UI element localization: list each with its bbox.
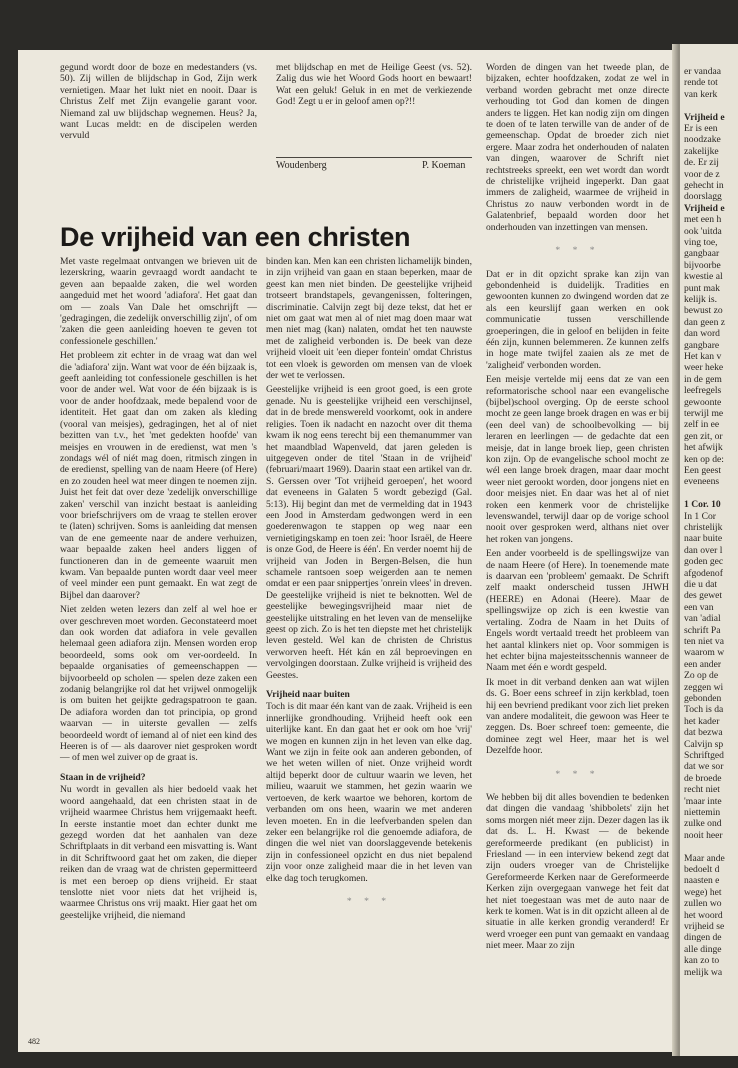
next-page-line: kan zo to — [684, 955, 720, 967]
next-page-line: naasten e — [684, 875, 720, 887]
next-page-line: in de gem — [684, 373, 722, 385]
next-page-line: rende tot — [684, 77, 718, 89]
next-page-line: dat bezwa — [684, 727, 723, 739]
next-page-line: een ander — [684, 658, 722, 670]
paragraph: Het probleem zit echter in de vraag wat dan wel die 'adiafora' zijn. Want wat voor de één bijzaak is, geeft aanleiding tot confessionele geschillen is het voor de ander wel. Wat voor de één bijzaak is is voor de ander hoofdzaak, mede bepalend voor de identiteit. Het gaat dan om zaken als kleding (vooral van meisjes), gedragingen, het al of niet bezitten van t.v., het 'met gedekten hoofde' van meisjes en vrouwen in de eredienst, wat men 's zondags wél of niét mag doen, ritmisch zingen in de eredienst, spelling van de naam Heere (of Here) en zo zouden heel wat meer dingen te noemen zijn. Juist het feit dat over deze 'zedelijk onverschillige zaken' verschil van inzicht bestaat is aanleiding voor briefschrijvers om de vraag te stellen erover te (laten) schrijven. Soms is aanleiding dat mensen van de ene gemeente naar de andere verhuizen, waar bepaalde zaken heel anders liggen of functioneren dan in de gemeente waaruit men kwam. Van bepaalde punten wordt daar veel meer of veel minder een punt gemaakt. En wat zegt de Bijbel dan daarover? — [60, 350, 257, 601]
subheading: Staan in de vrijheid? — [60, 771, 146, 783]
next-page-line: Het kan v — [684, 351, 722, 362]
next-page-line: met een h — [684, 214, 722, 226]
next-page-line: er vandaa — [684, 66, 722, 77]
next-page-line: voor de z — [684, 168, 720, 180]
next-page-line: Maar ande — [684, 852, 725, 864]
next-page-line: Zo op de — [684, 670, 719, 682]
paragraph: Een meisje vertelde mij eens dat ze van een reformatorische school naar een evangelische (bijbel)school overging. Op de eerste school mocht ze geen lange broek dragen en was er bij (een deel van) de schoolbevolking — bij leraren en leerlingen — de gedachte dat een meisje, dat in lange broek liep, geen christen kon zijn. Op de evangelische school mocht ze wél een lange broek dragen, maar daar mocht weer niet gerookt worden, door jongens niet en door meisjes niet. En daar was het al of niet roken een kenmerk voor de christelijke levenswandel, terwijl daar op de vorige school nooit over gesproken werd, althans niet over het roken van jongens. — [486, 374, 669, 545]
next-page-line: gangbaar — [684, 248, 720, 260]
next-page-line: van 'adial — [684, 613, 721, 625]
paragraph: binden kan. Men kan een christen lichamelijk binden, in zijn vrijheid van gaan en staan beperken, maar de geest kan men niet binden. De geestelijke vrijheid trotseert brandstapels, gevangenissen, folteringen, discriminatie. Calvijn zegt bij deze tekst, dat het er niet om gaat wat men al of niet mag doen maar wat men niet mag (kan) nalaten, omdat het ten nauwste met de zaligheid verbonden is. De beek van deze vrijheid vloeit uit 'een dieper fontein' omdat Christus tot een vloek is geworden om mensen van de vloek der wet te verlossen. — [266, 256, 472, 382]
next-page-line: zelf in ee — [684, 419, 720, 431]
paragraph: We hebben bij dit alles bovendien te bedenken dat dingen die vandaag 'shibbolets' zijn het soms morgen niét meer zijn. Dezer dagen las ik dat ds. L. H. Kwast — de bekende gereformeerde predikant (en publicist) in Friesland — in een interview bekend zegt dat zijn ouders vroeger van de Christelijke Gereformeerde Kerken naar de Gereformeerde Kerken zijn overgegaan vanwege het feit dat het niet toegestaan was met de auto naar de kerk te komen. Wat is in dit opzicht alleen al de situatie in alle kerken grondig veranderd! Er werd vroeger een punt van gemaakt en vandaag niet meer. Maar zo zijn — [486, 791, 669, 952]
next-page-line: een van — [684, 601, 714, 613]
next-page-line: gebonden — [684, 693, 722, 704]
next-page-line: melijk wa — [684, 966, 723, 978]
next-page-line: Toch is da — [684, 704, 724, 716]
next-page-line: recht niet — [684, 784, 720, 796]
next-page-line: de. Er zij — [684, 157, 719, 169]
next-page-line: ken op de: — [684, 453, 724, 465]
previous-article-column-1 — [60, 62, 257, 145]
next-page-line: Vrijheid e — [684, 111, 725, 123]
next-page-line: Er is een — [684, 123, 718, 134]
next-page-line: dingen de — [684, 932, 722, 944]
next-page-line: zakelijke — [684, 145, 719, 157]
next-page-line: gehecht in — [684, 180, 724, 191]
next-page-line: bedoelt d — [684, 864, 720, 875]
next-page-line: gewoonte — [684, 396, 722, 408]
next-page-line: dan word — [684, 328, 720, 340]
next-page-line: eveneens — [684, 476, 720, 488]
next-page-line: nooit heer — [684, 829, 723, 841]
signature-rule — [276, 157, 472, 158]
next-page-line: Een geest — [684, 465, 722, 476]
next-page-line: zullen wo — [684, 898, 722, 910]
paragraph: Een ander voorbeeld is de spellingswijze van de naam Heere (of Here). In toenemende mate is daarvan een 'probleem' gemaakt. De Schrift zelf maakt onderscheid tussen JHWH (HEERE) en Adonai (Heere). Maar de spellingswijze op zich is een kwestie van vertaling. Zodra de Naam in het Duits of Engels wordt vertaald treedt het probleem van het aantal klinkers niet op. Voor sommigen is het echter bijna majesteitsschennis wanneer de Naam met één e wordt gespeld. — [486, 548, 669, 674]
previous-article-column-2 — [276, 62, 472, 111]
next-page-line: kwestie al — [684, 271, 723, 283]
previous-article-text: gegund wordt door de boze en medestanders (vs. 50). Zij willen de blijdschap in God, Zijn werk vernietigen. Maar het lukt niet en nooit. Daar is Christus Zelf met Zijn evangelie garant voor. Niemand zal uw blijdschap wegnemen. Heus? Ja, want Lucas meldt: en de discipelen werden vervuld — [60, 62, 257, 142]
next-page-line: bewust zo — [684, 305, 723, 317]
next-page-line: het afwijk — [684, 442, 723, 454]
paragraph: Worden de dingen van het tweede plan, de bijzaken, echter hoofdzaken, zodat ze wel in verband worden gebracht met onze directe verhouding tot God dan komen de dingen anders te liggen. Het kan nodig zijn om dingen te doen of te laten terwille van de ander of de gemeenschap. Opdat de broeder zich niet ergere. Maar zodra het onderhouden of nalaten van dingen, waarover de Schrift niet rechtstreeks spreekt, een wet wordt dan wordt de christelijke vrijheid ingeperkt. Dan gaat immers de zaligheid, waarmee de vrijheid in Christus zo nauw verbonden wordt in de Galatenbrief, bepaald worden door het onderhouden van inzettingen van mensen. — [486, 62, 669, 233]
next-page-line: zulke ond — [684, 818, 722, 830]
next-page-line: terwijl me — [684, 408, 724, 419]
next-page-line: gen zit, or — [684, 430, 723, 442]
next-page-line: vrijheid se — [684, 921, 725, 932]
next-page-line: van kerk — [684, 88, 718, 100]
signature-author: P. Koeman — [422, 160, 466, 171]
paragraph: Toch is dit maar één kant van de zaak. Vrijheid is een innerlijke grondhouding. Vrijheid heeft ook een uiterlijke kant. En dan gaat het er ook om hoe 'vrij' we mogen en kunnen zijn in het leven van elke dag. Want we zijn in feite ook aan anderen gebonden, of we het weten willen of niet. Onze vrijheid wordt altijd beperkt door de cultuur waarin we leven, het milieu, waaruit we stammen, het gezin waarin we vertoeven, de kerk waartoe we behoren, kortom de verbanden om ons heen, waarin we met anderen leven moeten. En in die leefverbanden spelen dan zeker een belangrijke rol die genoemde adiafora, de dingen die wel niet van doorslaggevende betekenis zijn in confessioneel opzicht en dus niet bepalend zijn voor onze zaligheid maar die in het leven van elke dag toch terugkomen. — [266, 701, 472, 884]
paragraph: Nu wordt in gevallen als hier bedoeld vaak het woord aangehaald, dat een christen staat in de vrijheid waarmee Christus hem vrijgemaakt heeft. In eerste instantie moet dan echter dunkt me gezegd worden dat het aanhalen van deze Schriftplaats in dit verband een misvatting is. Want in dit Schriftwoord gaat het om zaken, die dieper reiken dan de vraag wat de christen gepermitteerd is met een beroep op diens vrijheid. Er staat tenslotte niet voor niets dat het vrijheid is, waarmee Christus ons vrij maakt. Hier gaat het om geestelijke vrijheid, die niemand — [60, 784, 257, 921]
paragraph: Geestelijke vrijheid is een groot goed, is een grote genade. Nu is geestelijke vrijheid een verschijnsel, dat in de brede menswereld voorkomt, ook in andere religies. Toen ik nadacht en nazocht over dit thema kwam ik nog eens terecht bij een themanummer van het maandblad Wapenveld, dat jaren geleden is uitgegeven onder de titel 'Staan in de vrijheid' (februari/maart 1969). Daarin staat een artikel van dr. S. Gerssen over 'Tot vrijheid geroepen', het woord dat eveneens in Galaten 5 wordt gebezigd (Gal. 5:13). Hij begint dan met de vermelding dat in 1943 een Jood in Amsterdam gedwongen werd in een goederenwagon te stappen op weg naar een vernietigingskamp en toen zei: 'hoor Israël, de Heere is onze God, de Heere is één'. En verder noemt hij de vrijheid van Joden in Bergen-Belsen, die hun schamele rantsoen soep weigerden aan te nemen omdat er een paar snippertjes 'onrein vlees' in dreven. De geestelijke vrijheid is niet te beknotten. Wel de geestelijke bewegingsvrijheid maar niet de geestelijke uitstraling en het leven van de menselijke geest op zich. Zo is het ten diepste met het christelijk leven gesteld. Wel kan de christen de Christus verworven heeft. Hét kán en zál beproevingen en vervolgingen doorstaan. Zulke vrijheid is vrijheid des Geestes. — [266, 384, 472, 681]
next-page-line: de broede — [684, 772, 722, 784]
article-column-1 — [60, 256, 257, 924]
next-page-line: leefregels — [684, 385, 722, 397]
subheading: Vrijheid naar buiten — [266, 689, 350, 701]
next-page-line: Schriftged — [684, 750, 724, 761]
next-page-line: dan over l — [684, 544, 723, 556]
next-page-line: alle dinge — [684, 943, 722, 955]
next-page-line: Vrijheid e — [684, 202, 725, 214]
next-page-line: zeggen wi — [684, 681, 724, 693]
previous-article-text: met blijdschap en met de Heilige Geest (vs. 52). Zalig dus wie het Woord Gods hoort en bewaart! Wat een geluk! Geluk in en met de verkiezende God! Zegt u er in geloof amen op?!! — [276, 62, 472, 108]
next-page-line: In 1 Cor — [684, 510, 716, 522]
next-page-line: des gewet — [684, 590, 723, 602]
paragraph: Dat er in dit opzicht sprake kan zijn van gebondenheid is duidelijk. Tradities en gewoonten kunnen zo dwingend worden dat ze als een keurslijf gaan werken en ook communicatie tussen verschillende groeperingen, die in geloof en belijden in feite één zijn, kunnen belemmeren. Ze kunnen zelfs in hoge mate twijfel zaaien als ze met de 'zaligheid' verbonden worden. — [486, 268, 669, 371]
next-page-line: niettemin — [684, 807, 721, 818]
next-page-line: gangbare — [684, 339, 720, 351]
article-column-2 — [266, 256, 472, 919]
next-page-line: wege) het — [684, 886, 722, 898]
next-page-line: goden gec — [684, 556, 724, 568]
next-page-line: Calvijn sp — [684, 738, 724, 750]
next-page-line: bijvoorbe — [684, 259, 721, 271]
next-page-line: het woord — [684, 909, 723, 921]
section-divider: * * * — [555, 245, 600, 257]
next-page-line: schrift Pa — [684, 624, 721, 636]
next-page-line: punt mak — [684, 282, 720, 294]
next-page-line: noodzake — [684, 134, 721, 146]
next-page-line: ving toe, — [684, 237, 718, 248]
next-page-line: naar buite — [684, 533, 723, 545]
next-page-line: die u dat — [684, 579, 718, 590]
next-page-line: dan geen z — [684, 316, 726, 328]
next-page-line: afgodenof — [684, 567, 723, 579]
next-page-line: dat we sor — [684, 761, 724, 773]
paragraph: Niet zelden weten lezers dan zelf al wel hoe er over geschreven moet worden. Geconstateerd moet dan ook worden dat adiafora in vele gevallen helemaal geen adiafora zijn. Mensen worden erop beoordeeld, soms ook om ver-oordeeld. In bepaalde organisaties of gemeenschappen — bijvoorbeeld op scholen — spelen deze zaken een zodanig belangrijke rol dat het vrijwel onmogelijk is om buiten het geijkte gedragspatroon te gaan. De adiafora worden dan tot principia, op grond waarvan — in uiterste gevallen — zelfs beoordeeld wordt of iemand al of niet een kind des Heeren is of — als daarover niet gesproken wordt — of men wel zuiver op de graat is. — [60, 604, 257, 764]
paragraph: Met vaste regelmaat ontvangen we brieven uit de lezerskring, waarin gevraagd wordt aandacht te geven aan bepaalde zaken, die wel worden aangeduid met het woord 'adiafora'. Het gaat dan om — zoals Van Dale het omschrijft — 'gedragingen, die zedelijk onverschillig zijn', of om 'zaken die geen aanleiding hoeven te geven tot confessionele geschillen.' — [60, 256, 257, 347]
next-page-line: christelijk — [684, 522, 723, 533]
section-divider: * * * — [346, 895, 392, 907]
article-column-3 — [486, 62, 669, 955]
next-page-line: 'maar inte — [684, 795, 722, 807]
next-page-line: het kader — [684, 715, 720, 727]
next-page-line: waarom w — [684, 647, 725, 659]
next-page-line: ten niet va — [684, 636, 724, 647]
page-number: 482 — [28, 1037, 40, 1046]
next-page-line: kelijk is. — [684, 294, 718, 305]
paragraph: Ik moet in dit verband denken aan wat wijlen ds. G. Boer eens schreef in zijn kerkblad, toen hij een bevriend predikant voor zich liet preken van andere modaliteit, die gewoon was Heer te zeggen. Ds. Boer schreef toen: gemeente, die dominee zegt wel Heer, maar het is wel Dezelfde hoor. — [486, 676, 669, 757]
article-title: De vrijheid van een christen — [60, 222, 411, 252]
signature-place: Woudenberg — [276, 160, 327, 171]
next-page-line: 1 Cor. 10 — [684, 499, 721, 511]
next-page-edge — [680, 44, 738, 1056]
next-page-line: weer heke — [684, 362, 724, 374]
section-divider: * * * — [555, 768, 600, 780]
next-page-line: ook 'uitda — [684, 225, 722, 237]
next-page-line: doorslagg — [684, 191, 722, 203]
